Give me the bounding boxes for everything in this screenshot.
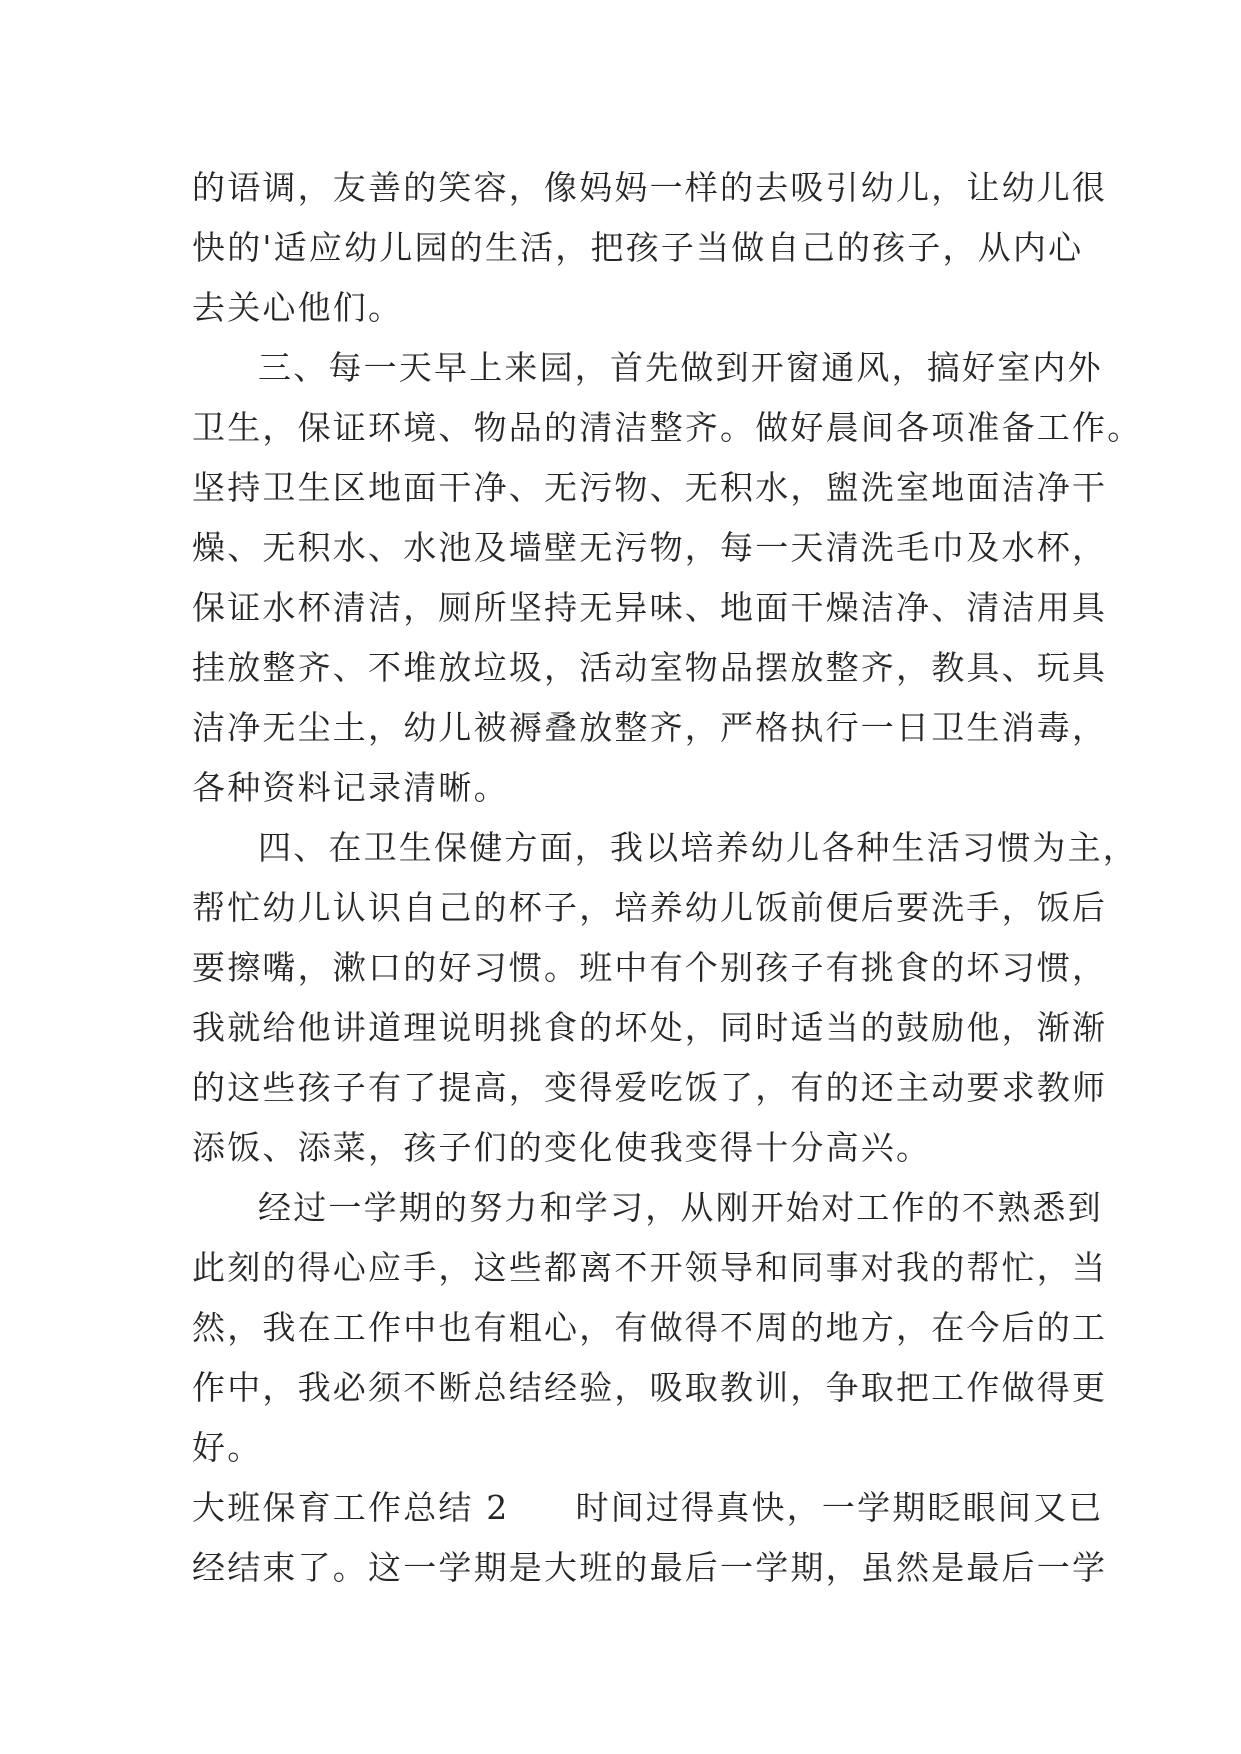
text-line: 作中，我必须不断总结经验，吸取教训，争取把工作做得更 (192, 1368, 1108, 1407)
text-line: 去关心他们。 (192, 288, 404, 327)
text-line: 坚持卫生区地面干净、无污物、无积水，盥洗室地面洁净干 (192, 468, 1108, 507)
paragraph-lines (192, 158, 1143, 1478)
text-line: 帮忙幼儿认识自己的杯子，培养幼儿饭前便后要洗手，饭后 (192, 888, 1108, 927)
text-line: 洁净无尘土，幼儿被褥叠放整齐，严格执行一日卫生消毒， (192, 708, 1108, 747)
text-line: 的这些孩子有了提高，变得爱吃饭了，有的还主动要求教师 (192, 1068, 1108, 1107)
text-line: 经过一学期的努力和学习，从刚开始对工作的不熟悉到 (258, 1188, 1103, 1227)
text-line: 各种资料记录清晰。 (192, 768, 509, 807)
section-heading: 大班保育工作总结 2 (192, 1488, 510, 1527)
text-line: 好。 (192, 1428, 263, 1467)
text-line: 燥、无积水、水池及墙壁无污物，每一天清洗毛巾及水杯， (192, 528, 1108, 567)
section-heading-line (192, 1478, 1104, 1538)
text-line: 然，我在工作中也有粗心，有做得不周的地方，在今后的工 (192, 1308, 1108, 1347)
document-body (192, 158, 1143, 1598)
text-line: 的语调，友善的笑容，像妈妈一样的去吸引幼儿，让幼儿很 (192, 168, 1108, 207)
text-line: 三、每一天早上来园，首先做到开窗通风，搞好室内外 (258, 348, 1103, 387)
text-line: 要擦嘴，漱口的好习惯。班中有个别孩子有挑食的坏习惯， (192, 948, 1108, 987)
section-second-line: 经结束了。这一学期是大班的最后一学期，虽然是最后一学 (192, 1548, 1108, 1587)
text-line: 添饭、添菜，孩子们的变化使我变得十分高兴。 (192, 1128, 932, 1167)
text-line: 快的'适应幼儿园的生活，把孩子当做自己的孩子，从内心 (192, 228, 1084, 267)
text-line: 此刻的得心应手，这些都离不开领导和同事对我的帮忙，当 (192, 1248, 1108, 1287)
text-line: 我就给他讲道理说明挑食的坏处，同时适当的鼓励他，渐渐 (192, 1008, 1108, 1047)
text-line: 卫生，保证环境、物品的清洁整齐。做好晨间各项准备工作。 (192, 408, 1143, 447)
text-line: 挂放整齐、不堆放垃圾，活动室物品摆放整齐，教具、玩具 (192, 648, 1108, 687)
text-line: 四、在卫生保健方面，我以培养幼儿各种生活习惯为主， (258, 828, 1138, 867)
text-line: 保证水杯清洁，厕所坚持无异味、地面干燥洁净、清洁用具 (192, 588, 1108, 627)
section-first-line: 时间过得真快，一学期眨眼间又已 (575, 1488, 1104, 1527)
